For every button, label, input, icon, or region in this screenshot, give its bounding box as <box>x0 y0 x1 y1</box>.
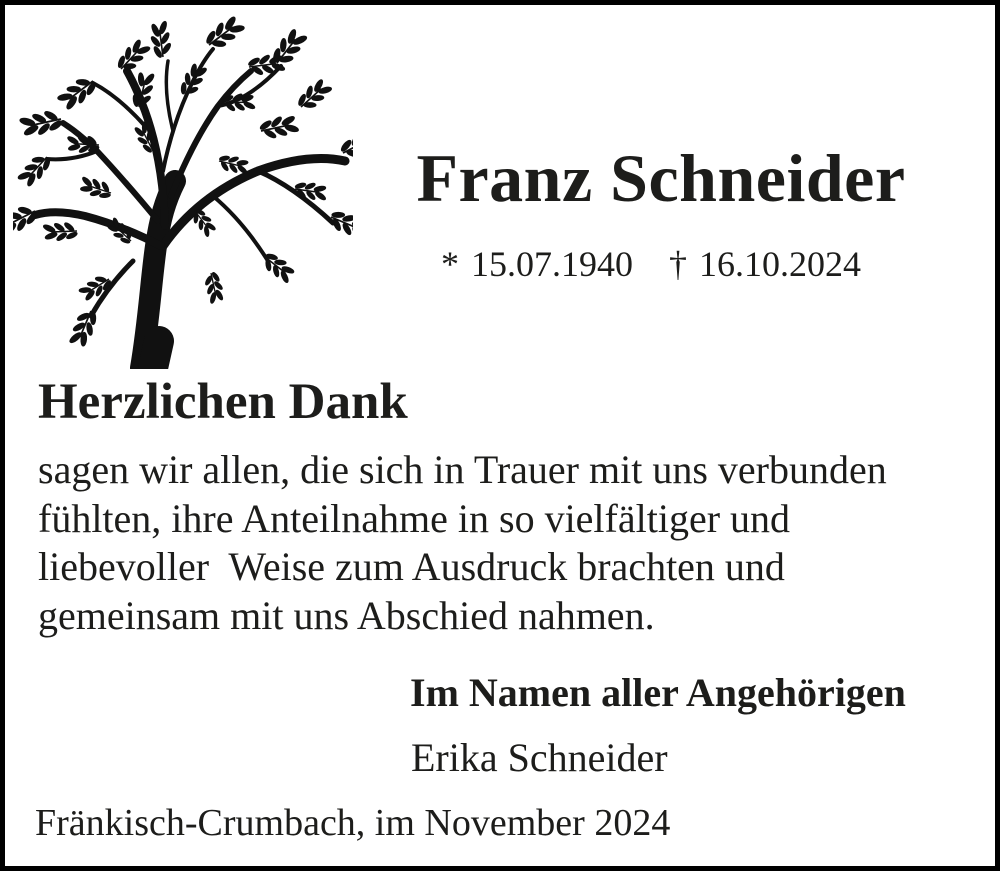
signature-name: Erika Schneider <box>411 735 668 780</box>
thanks-body-paragraph <box>38 446 968 640</box>
tree-silhouette-icon <box>13 11 353 369</box>
body-line: gemeinsam mit uns Abschied nahmen. <box>38 592 655 638</box>
death-cross-icon: † <box>669 244 687 284</box>
birth-date-value: 15.07.1940 <box>471 244 633 284</box>
body-line: fühlten, ihre Anteilnahme in so vielfältiger und <box>38 495 791 541</box>
life-dates <box>355 243 947 285</box>
birth-date <box>441 243 633 285</box>
closing-on-behalf-line: Im Namen aller Angehörigen <box>410 670 906 715</box>
born-star-icon: * <box>441 244 459 284</box>
death-date-value: 16.10.2024 <box>699 244 861 284</box>
deceased-name: Franz Schneider <box>416 140 906 216</box>
thanks-heading: Herzlichen Dank <box>38 374 408 430</box>
body-line: liebevoller Weise zum Ausdruck brachten und <box>38 544 785 589</box>
death-date <box>669 243 861 285</box>
body-line: sagen wir allen, die sich in Trauer mit uns verbunden <box>38 447 887 492</box>
place-and-date: Fränkisch-Crumbach, im November 2024 <box>35 802 671 844</box>
